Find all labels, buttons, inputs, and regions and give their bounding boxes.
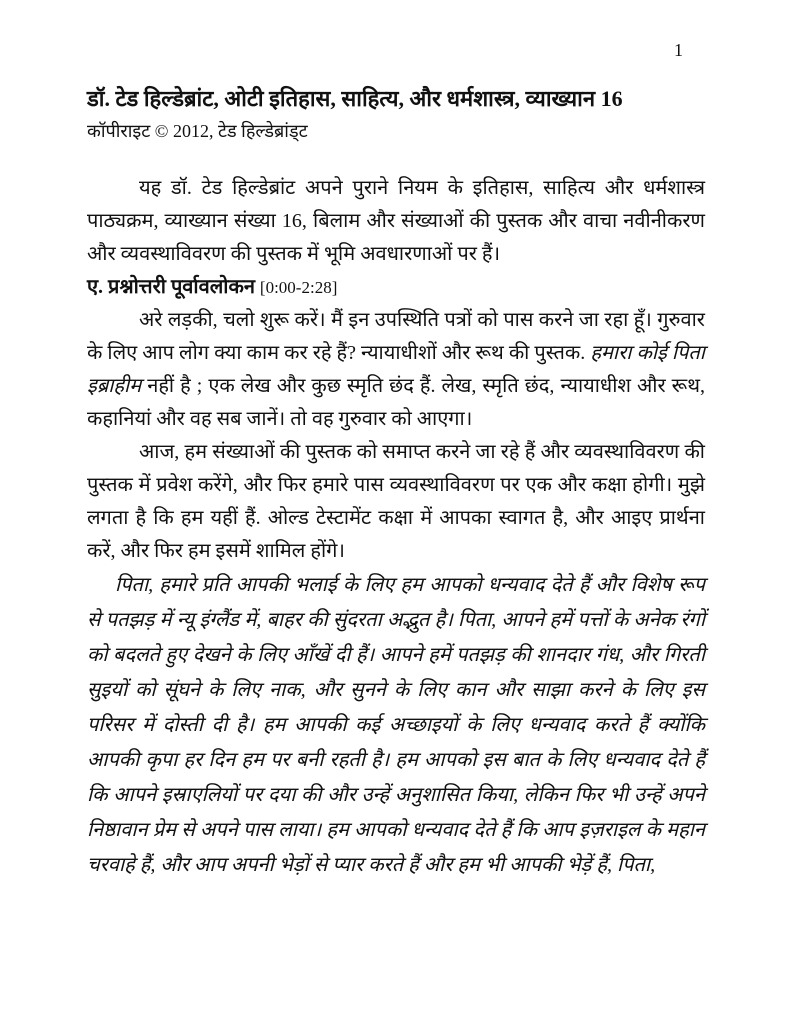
page-content bbox=[87, 84, 705, 883]
section-heading-line bbox=[87, 271, 705, 304]
page-number: 1 bbox=[674, 40, 683, 60]
today-paragraph: आज, हम संख्याओं की पुस्तक को समाप्त करने जा रहे हैं और व्यवस्थाविवरण की पुस्तक में प्रवेश करेंगे, और फिर हमारे पास व्यवस्थाविवरण पर एक और कक्षा होगी। मुझे लगता है कि हम यहीं हैं. ओल्ड टेस्टामेंट कक्षा में आपका स्वागत है, और आइए प्रार्थना करें, और फिर हम इसमें शामिल होंगे। bbox=[87, 441, 705, 562]
section-heading: ए. प्रश्नोत्तरी पूर्वावलोकन bbox=[87, 276, 255, 298]
book-title-italic: हमारा कोई पिता इब्राहीम bbox=[87, 342, 705, 397]
quiz-paragraph-text-2: नहीं है ; एक लेख और कुछ स्मृति छंद हैं. लेख, स्मृति छंद, न्यायाधीश और रूथ, कहानियां और वह सब जानें। तो वह गुरुवार को आएगा। bbox=[87, 375, 705, 430]
copyright-line: कॉपीराइट © 2012, टेड हिल्डेब्रांड्ट bbox=[87, 121, 308, 141]
quiz-paragraph bbox=[87, 304, 705, 436]
document-body bbox=[87, 172, 705, 883]
intro-paragraph: यह डॉ. टेड हिल्डेब्रांट अपने पुराने नियम के इतिहास, साहित्य और धर्मशास्त्र पाठ्यक्रम, व्याख्यान संख्या 16, बिलाम और संख्याओं की पुस्तक और वाचा नवीनीकरण और व्यवस्थाविवरण की पुस्तक में भूमि अवधारणाओं पर हैं। bbox=[87, 177, 705, 265]
quiz-paragraph-text-1: अरे लड़की, चलो शुरू करें। मैं इन उपस्थिति पत्रों को पास करने जा रहा हूँ। गुरुवार के लिए आप लोग क्या काम कर रहे हैं? न्यायाधीशों और रूथ की पुस्तक. bbox=[87, 309, 705, 364]
document-title: डॉ. टेड हिल्डेब्रांट, ओटी इतिहास, साहित्य, और धर्मशास्त्र, व्याख्यान 16 bbox=[87, 86, 623, 111]
section-timestamp: [0:00-2:28] bbox=[259, 278, 338, 297]
prayer-paragraph: पिता, हमारे प्रति आपकी भलाई के लिए हम आपको धन्यवाद देते हैं और विशेष रूप से पतझड़ में न्यू इंग्लैंड में, बाहर की सुंदरता अद्भुत है। पिता, आपने हमें पत्तों के अनेक रंगों को बदलते हुए देखने के लिए आँखें दी हैं। आपने हमें पतझड़ की शानदार गंध, और गिरती सुइयों को सूंघने के लिए नाक, और सुनने के लिए कान और साझा करने के लिए इस परिसर में दोस्ती दी है। हम आपकी कई अच्छाइयों के लिए धन्यवाद करते हैं क्योंकि आपकी कृपा हर दिन हम पर बनी रहती है। हम आपको इस बात के लिए धन्यवाद देते हैं कि आपने इस्राएलियों पर दया की और उन्हें अनुशासित किया, लेकिन फिर भी उन्हें अपने निष्ठावान प्रेम से अपने पास लाया। हम आपको धन्यवाद देते हैं कि आप इज़राइल के महान चरवाहे हैं, और आप अपनी भेड़ों से प्यार करते हैं और हम भी आपकी भेड़ें हैं, पिता, bbox=[87, 574, 705, 876]
